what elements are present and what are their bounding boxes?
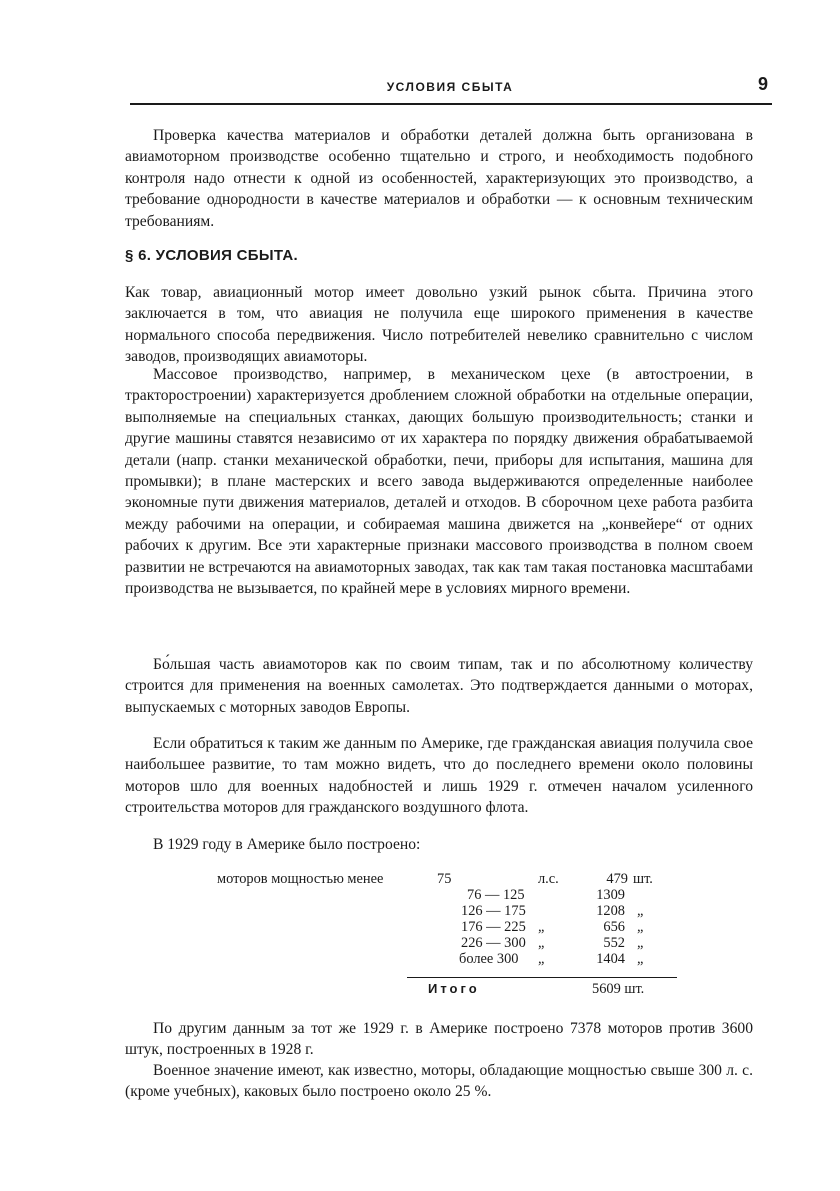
table-total-value: 5609 шт. (592, 981, 645, 997)
table-unit: „ (538, 919, 545, 935)
table-count: 1309 (596, 887, 625, 903)
running-head (130, 74, 770, 102)
paragraph-military-use: Бо́льшая часть авиамоторов как по своим типам, так и по абсолютному количеству строится для применения на военных самолетах. Это подтверждается данными о моторах, выпускаемых с моторных заводов Европы. (125, 656, 753, 716)
table-total-label: Итого (428, 981, 480, 996)
table-range: 226 — 300 (461, 935, 526, 951)
paragraph-quality-control: Проверка качества материалов и обработки деталей должна быть организована в авиамоторном производстве особенно тщательно и строго, и необходимость подобного контроля надо отнести к одной из особенностей, характеризующих это производство, а требование однородности в качестве материалов и обработки — к основным техническим требованиям. (125, 127, 753, 230)
table-count-unit: „ (637, 903, 644, 919)
table-unit: „ (538, 935, 545, 951)
table-count: 1404 (596, 951, 625, 967)
table-count: 656 (603, 919, 625, 935)
table-unit: „ (538, 951, 545, 967)
table-count: 479 (606, 871, 628, 887)
table-count-unit: „ (637, 935, 644, 951)
table-total-rule (407, 977, 677, 978)
table-count: 552 (603, 935, 625, 951)
paragraph-military-significance: Военное значение имеют, как известно, моторы, обладающие мощностью свыше 300 л. с. (кроме учебных), каковых было построено около 25 %. (125, 1062, 753, 1101)
table-range: 176 — 225 (461, 919, 526, 935)
paragraph-1929-intro: В 1929 году в Америке было построено: (153, 836, 421, 853)
table-count: 1208 (596, 903, 625, 919)
table-unit: л.с. (538, 871, 559, 887)
table-range: 75 (437, 871, 452, 887)
header-rule (130, 103, 772, 105)
engine-production-table (215, 870, 685, 1010)
table-range: 126 — 175 (461, 903, 526, 919)
running-head-title: УСЛОВИЯ СБЫТА (386, 80, 514, 94)
table-count-unit: „ (637, 951, 644, 967)
table-range: более 300 (459, 951, 519, 967)
section-heading: § 6. УСЛОВИЯ СБЫТА. (125, 247, 298, 264)
paragraph-america: Если обратиться к таким же данным по Америке, где гражданская авиация получила свое наибольшее развитие, то там можно видеть, что до последнего времени около половины моторов шло для военных надобностей и лишь 1929 г. отмечен началом усиленного строительства моторов для гражданского воздушного флота. (125, 735, 753, 817)
table-count-unit: „ (637, 919, 644, 935)
table-count-unit: шт. (633, 871, 653, 887)
table-range: 76 — 125 (467, 887, 525, 903)
paragraph-mass-production: Массовое производство, например, в механическом цехе (в автостроении, в тракторостроении) характеризуется дроблением сложной обработки на отдельные операции, выполняемые на специальных станках, дающих большую производительность; станки и другие машины ставятся независимо от их характера по порядку движения обрабатываемой детали (напр. станки механической обработки, печи, приборы для испытания, машина для промывки); в плане мастерских и всего завода выдерживаются определенные наиболее экономные пути движения материалов, деталей и отходов. В сборочном цехе работа разбита между рабочими на операции, и собираемая машина движется на „конвейере“ от одних рабочих к другим. Все эти характерные признаки массового производства в полном своем развитии не встречаются на авиамоторных заводах, так как там такая постановка масштабами производства не вызывается, по крайней мере в условиях мирного времени. (125, 366, 753, 598)
paragraph-market: Как товар, авиационный мотор имеет довольно узкий рынок сбыта. Причина этого заключается в том, что авиация не получила еще широкого применения в качестве нормального способа передвижения. Число потребителей невелико сравнительно с числом заводов, производящих авиамоторы. (125, 284, 753, 366)
paragraph-other-data: По другим данным за тот же 1929 г. в Америке построено 7378 моторов против 3600 штук, построенных в 1928 г. (125, 1020, 753, 1059)
page-number: 9 (757, 74, 768, 94)
table-row-label: моторов мощностью менее (217, 871, 384, 887)
